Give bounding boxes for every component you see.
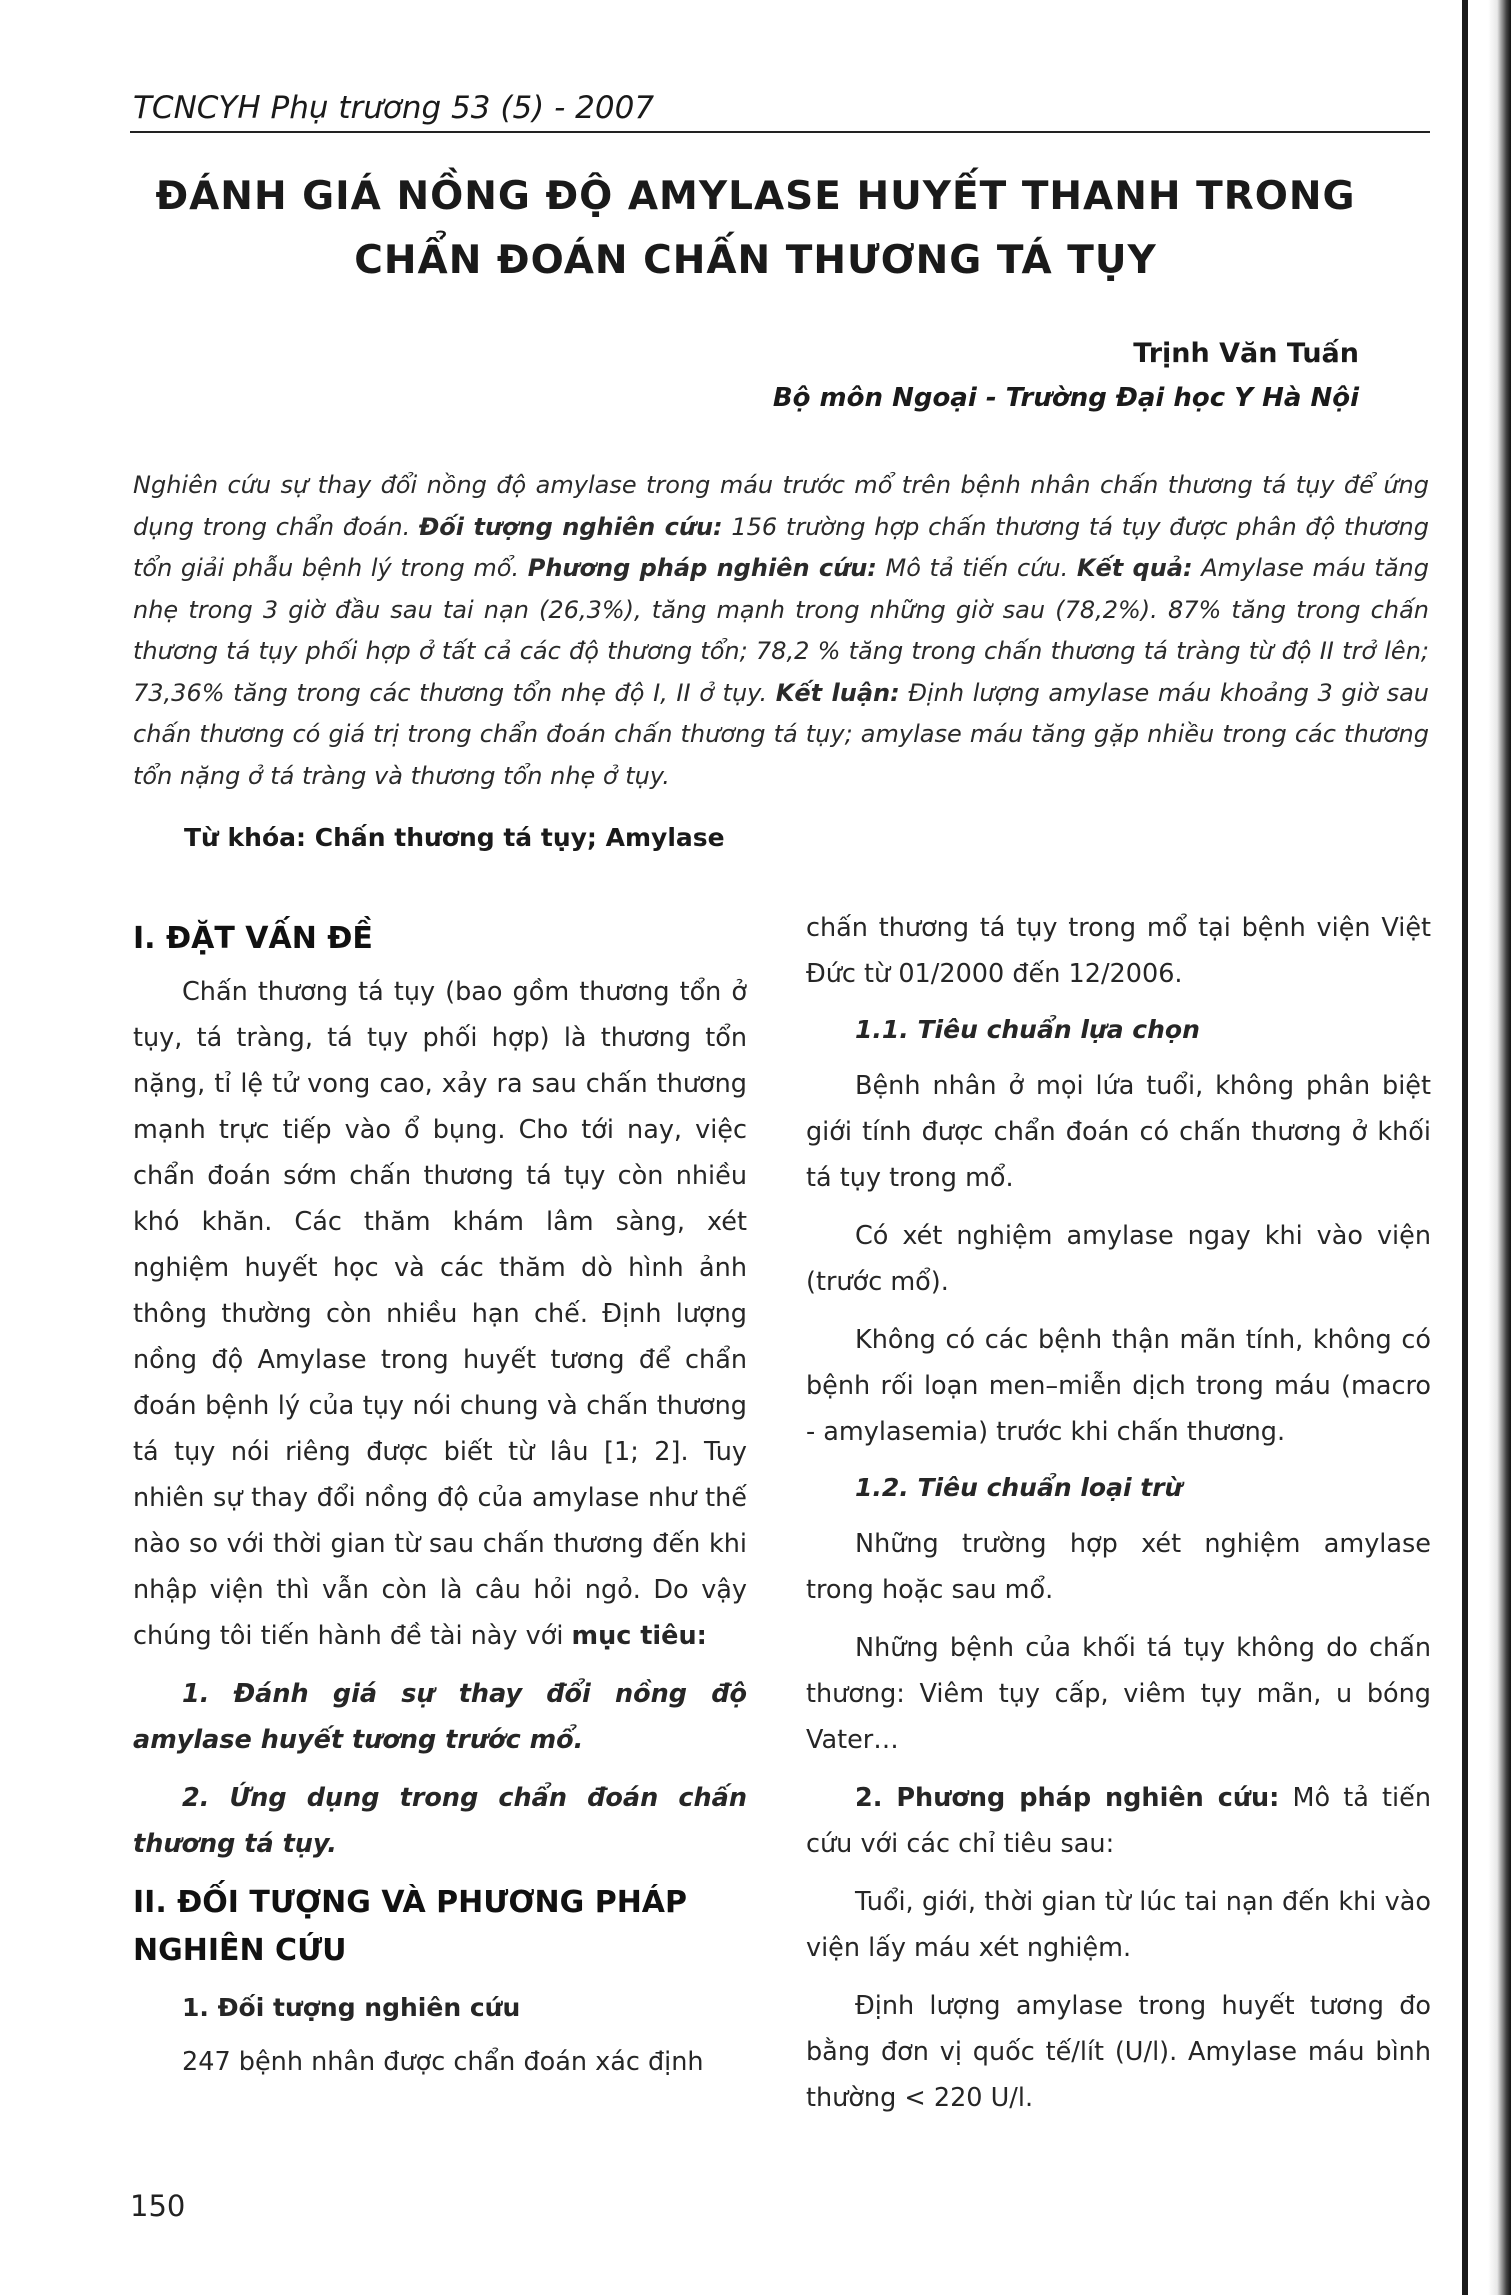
abstract-intro: Nghiên cứu sự thay đổi nồng độ amylase trong máu trước mổ trên bệnh nhân chấn thương tá tụy để ứng dụng trong chẩn đoán. — [133, 471, 1429, 541]
article-title-line-2: CHẨN ĐOÁN CHẤN THƯƠNG TÁ TỤY — [354, 238, 1157, 283]
section-1-paragraph — [133, 969, 747, 1659]
method-text: Mô tả tiến cứu với các chỉ tiêu sau: — [806, 1783, 1431, 1859]
continuation-paragraph: chấn thương tá tụy trong mổ tại bệnh viện Việt Đức từ 01/2000 đến 12/2006. — [806, 913, 1431, 989]
exclusion-criterion-1: Những trường hợp xét nghiệm amylase trong hoặc sau mổ. — [806, 1529, 1431, 1605]
subsection-1-2-heading: 1.2. Tiêu chuẩn loại trừ — [855, 1473, 1183, 1502]
subsection-1-heading: 1. Đối tượng nghiên cứu — [182, 1993, 521, 2022]
method-amylase-measurement: Định lượng amylase trong huyết tương đo bằng đơn vị quốc tế/lít (U/l). Amylase máu bình thường < 220 U/l. — [806, 1991, 1431, 2113]
abstract-method-label: Phương pháp nghiên cứu: — [527, 554, 877, 582]
method-variables: Tuổi, giới, thời gian từ lúc tai nạn đến khi vào viện lấy máu xét nghiệm. — [806, 1887, 1431, 1963]
abstract-subjects-label: Đối tượng nghiên cứu: — [419, 512, 723, 541]
page-number: 150 — [130, 2189, 186, 2223]
inclusion-criterion-2: Có xét nghiệm amylase ngay khi vào viện (trước mổ). — [806, 1221, 1431, 1297]
method-paragraph — [806, 1775, 1431, 1867]
inclusion-criterion-1: Bệnh nhân ở mọi lứa tuổi, không phân biệt giới tính được chẩn đoán có chấn thương ở khối tá tụy trong mổ. — [806, 1071, 1431, 1193]
method-label: 2. Phương pháp nghiên cứu: — [855, 1783, 1280, 1813]
author-name: Trịnh Văn Tuấn — [1133, 338, 1359, 369]
header-rule — [130, 131, 1430, 133]
abstract-method-text: Mô tả tiến cứu. — [876, 554, 1077, 582]
abstract-conclusion-label: Kết luận: — [775, 678, 900, 707]
subsection-1-paragraph: 247 bệnh nhân được chẩn đoán xác định — [182, 2047, 704, 2077]
right-column — [806, 905, 1431, 2121]
scan-edge-shadow — [1488, 0, 1511, 2295]
section-1-heading: I. ĐẶT VẤN ĐỀ — [133, 921, 373, 956]
inclusion-criterion-3: Không có các bệnh thận mãn tính, không có bệnh rối loạn men–miễn dịch trong máu (macro - amylasemia) trước khi chấn thương. — [806, 1325, 1431, 1447]
abstract — [133, 465, 1429, 797]
exclusion-criterion-2: Những bệnh của khối tá tụy không do chấn thương: Viêm tụy cấp, viêm tụy mãn, u bóng Vater… — [806, 1633, 1431, 1755]
objective-2: 2. Ứng dụng trong chẩn đoán chấn thương tá tụy. — [133, 1783, 747, 1859]
objective-label: mục tiêu: — [571, 1621, 707, 1651]
author-affiliation: Bộ môn Ngoại - Trường Đại học Y Hà Nội — [772, 383, 1359, 413]
objective-1: 1. Đánh giá sự thay đổi nồng độ amylase huyết tương trước mổ. — [133, 1679, 747, 1755]
abstract-conclusion-text: Định lượng amylase máu khoảng 3 giờ sau chấn thương có giá trị trong chẩn đoán chấn thương tá tụy; amylase máu tăng gặp nhiều trong các thương tổn nặng ở tá tràng và thương tổn nhẹ ở tụy. — [133, 678, 1429, 790]
left-column — [133, 905, 747, 2085]
abstract-results-text: Amylase máu tăng nhẹ trong 3 giờ đầu sau tai nạn (26,3%), tăng mạnh trong những giờ sau (78,2%). 87% tăng trong chấn thương tá tụy phối hợp ở tất cả các độ thương tổn; 78,2 % tăng trong chấn thương tá tràng từ độ II trở lên; 73,36% tăng trong các thương tổn nhẹ độ I, II ở tụy. — [133, 554, 1429, 707]
abstract-subjects-text: 156 trường hợp chấn thương tá tụy được phân độ thương tổn giải phẫu bệnh lý trong mổ. — [133, 512, 1430, 582]
abstract-results-label: Kết quả: — [1076, 554, 1193, 582]
section-1-text: Chấn thương tá tụy (bao gồm thương tổn ở tụy, tá tràng, tá tụy phối hợp) là thương tổn nặng, tỉ lệ tử vong cao, xảy ra sau chấn thương mạnh trực tiếp vào ổ bụng. Cho tới nay, việc chẩn đoán sớm chấn thương tá tụy còn nhiều khó khăn. Các thăm khám lâm sàng, xét nghiệm huyết học và các thăm dò hình ảnh thông thường còn nhiều hạn chế. Định lượng nồng độ Amylase trong huyết tương để chẩn đoán bệnh lý của tụy nói chung và chấn thương tá tụy nói riêng được biết từ lâu [1; 2]. Tuy nhiên sự thay đổi nồng độ của amylase như thế nào so với thời gian từ sau chấn thương đến khi nhập viện thì vẫn còn là câu hỏi ngỏ. Do vậy chúng tôi tiến hành đề tài này với — [133, 977, 747, 1651]
journal-header: TCNCYH Phụ trương 53 (5) - 2007 — [133, 90, 655, 126]
subsection-1-1-heading: 1.1. Tiêu chuẩn lựa chọn — [855, 1015, 1200, 1044]
section-2-heading: II. ĐỐI TƯỢNG VÀ PHƯƠNG PHÁP NGHIÊN CỨU — [133, 1885, 688, 1968]
article-title-line-1: ĐÁNH GIÁ NỒNG ĐỘ AMYLASE HUYẾT THANH TRONG — [155, 174, 1356, 219]
scan-edge-line — [1462, 0, 1468, 2295]
keywords: Từ khóa: Chấn thương tá tụy; Amylase — [184, 823, 725, 852]
